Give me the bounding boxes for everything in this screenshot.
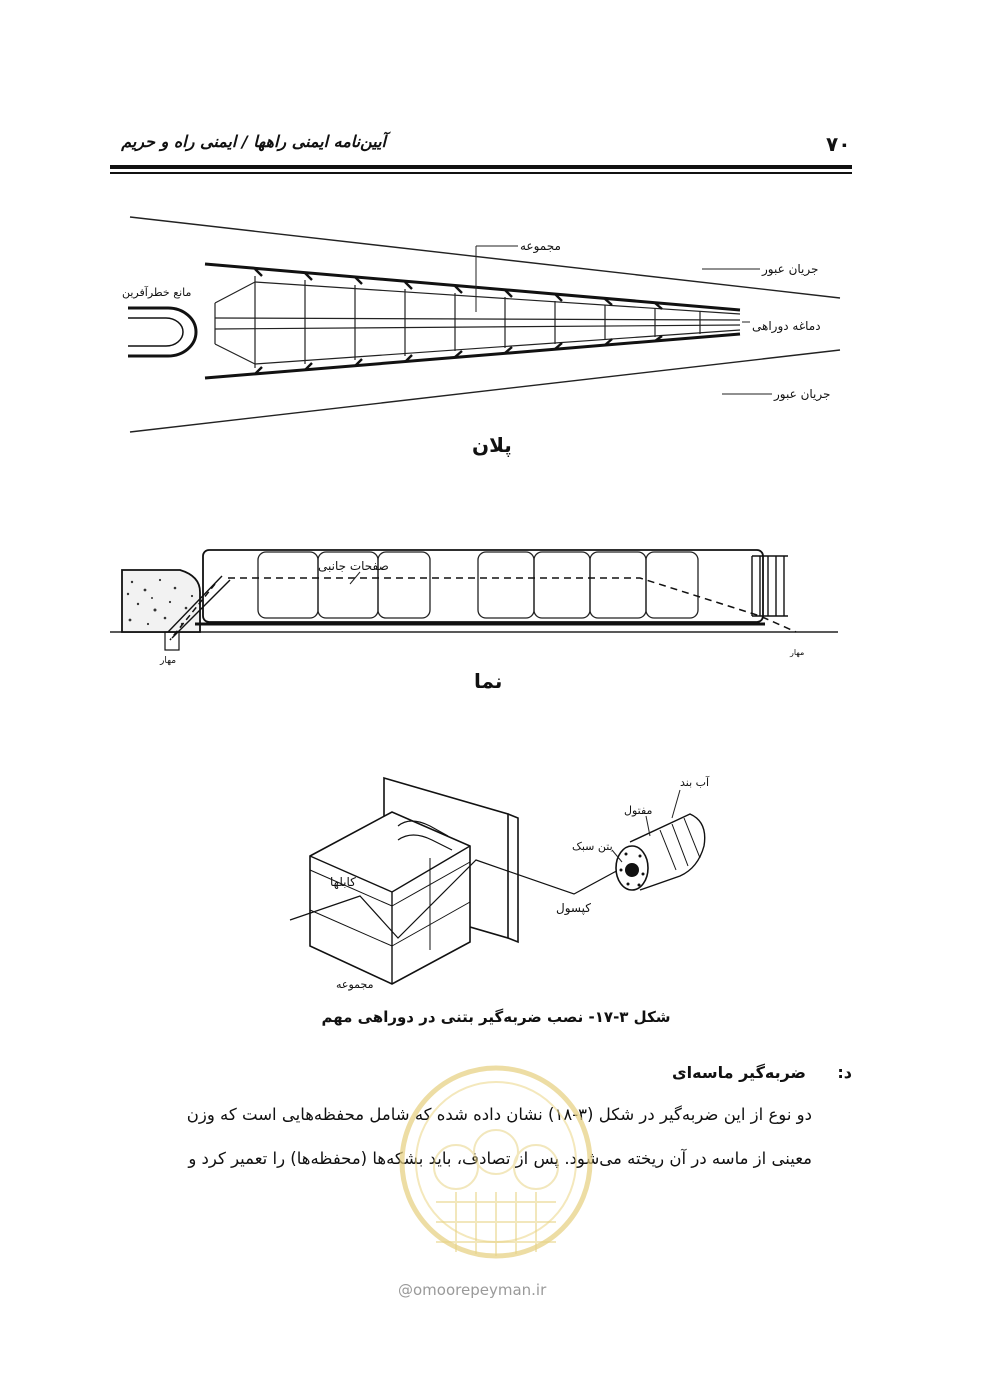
label-side-panels: صفحات جانبی xyxy=(318,559,389,573)
section-label: د: xyxy=(837,1063,852,1082)
section-title: ضربه‌گیر ماسه‌ای xyxy=(672,1063,806,1082)
label-nose: دماغه دوراهی xyxy=(752,319,821,333)
watermark-seal xyxy=(396,1062,596,1262)
label-left-anchor: مهار xyxy=(160,656,177,666)
label-cables: کابلها xyxy=(330,875,356,889)
label-water-seal: آب بند xyxy=(680,776,710,789)
label-hazard: مانع خطرآفرین xyxy=(122,286,192,299)
label-assembly-detail: مجموعه xyxy=(336,978,374,991)
running-title: آیین‌نامه ایمنی راهها / ایمنی راه و حریم xyxy=(121,132,386,151)
watermark-text: @omoorepeyman.ir xyxy=(398,1281,547,1299)
label-assembly-plan: مجموعه xyxy=(520,239,561,253)
label-flow-bottom: جریان عبور xyxy=(774,387,831,401)
figure-caption: شکل ۳-۱۷- نصب ضربه‌گیر بتنی در دوراهی مهم xyxy=(321,1008,671,1026)
label-flow-top: جریان عبور xyxy=(762,262,819,276)
label-wire: مفتول xyxy=(624,804,653,817)
label-light-concrete: بتن سبک xyxy=(572,840,613,853)
elevation-title: نما xyxy=(474,669,503,693)
detail-diagram xyxy=(0,770,992,992)
plan-diagram xyxy=(0,0,992,470)
body-line-1: دو نوع از این ضربه‌گیر در شکل (۳-۱۸) نشان داده شده که شامل محفظه‌هایی است که وزن xyxy=(186,1105,812,1124)
elevation-diagram xyxy=(0,520,992,700)
plan-title: پلان xyxy=(472,433,512,457)
label-capsule: کپسول xyxy=(556,901,591,915)
label-right-anchor: مهار xyxy=(790,648,805,657)
page-number: ۷۰ xyxy=(826,132,851,156)
body-line-2: معینی از ماسه در آن ریخته می‌شود. پس از تصادف، باید بشکه‌ها (محفظه‌ها) را تعمیر کرد و xyxy=(188,1149,812,1168)
